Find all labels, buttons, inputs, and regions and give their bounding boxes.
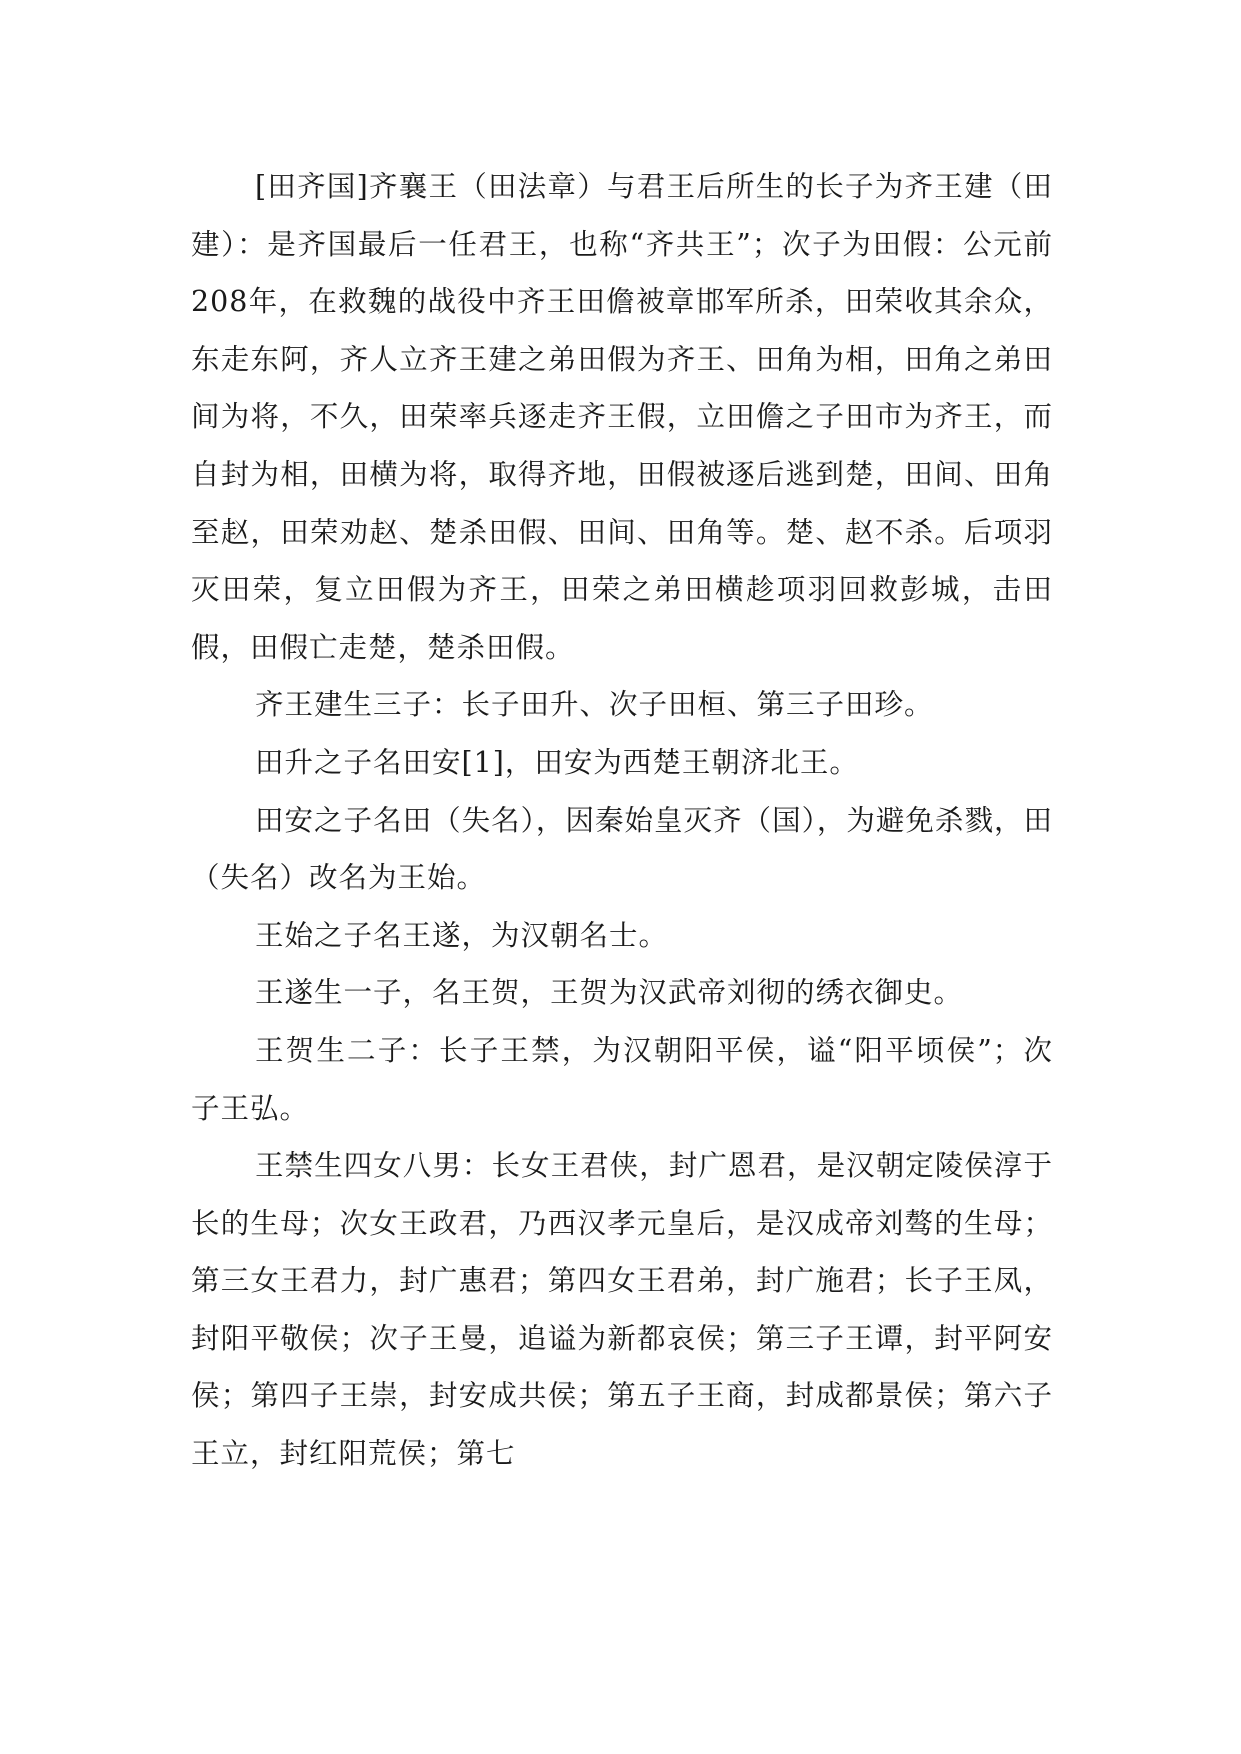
paragraph-wang-he-sons: 王贺生二子：长子王禁，为汉朝阳平侯，谥“阳平顷侯”；次子王弘。 [191, 1033, 1053, 1125]
paragraph-wang-sui-son: 王遂生一子，名王贺，王贺为汉武帝刘彻的绣衣御史。 [255, 976, 964, 1010]
paragraph-wang-jin-children: 王禁生四女八男：长女王君侠，封广恩君，是汉朝定陵侯淳于长的生母；次女王政君，乃西汉孝元皇后，是汉成帝刘骜的生母；第三女王君力，封广惠君；第四女王君弟，封广施君；长子王凤，封阳平敬侯；次子王曼，追谥为新都哀侯；第三子王谭，封平阿安侯；第四子王崇，封安成共侯；第五子王商，封成都景侯；第六子王立，封红阳荒侯；第七 [191, 1149, 1053, 1471]
paragraph-king-jian-sons: 齐王建生三子：长子田升、次子田桓、第三子田珍。 [255, 688, 934, 722]
paragraph-wang-shi-son: 王始之子名王遂，为汉朝名士。 [255, 918, 669, 952]
paragraph-tian-qi-lineage: [田齐国]齐襄王（田法章）与君王后所生的长子为齐王建（田建）：是齐国最后一任君王，也称“齐共王”；次子为田假：公元前208年，在救魏的战役中齐王田儋被章邯军所杀，田荣收其余众，东走东阿，齐人立齐王建之弟田假为齐王、田角为相，田角之弟田间为将，不久，田荣率兵逐走齐王假，立田儋之子田市为齐王，而自封为相，田横为将，取得齐地，田假被逐后逃到楚，田间、田角至赵，田荣劝赵、楚杀田假、田间、田角等。楚、赵不杀。后项羽灭田荣，复立田假为齐王，田荣之弟田横趁项羽回救彭城，击田假，田假亡走楚，楚杀田假。 [191, 170, 1053, 664]
paragraph-tian-an-son: 田安之子名田（失名），因秦始皇灭齐（国），为避免杀戮，田（失名）改名为王始。 [191, 803, 1053, 895]
document-body [191, 158, 1053, 1483]
paragraph-tian-sheng-son: 田升之子名田安[1]，田安为西楚王朝济北王。 [255, 745, 859, 779]
